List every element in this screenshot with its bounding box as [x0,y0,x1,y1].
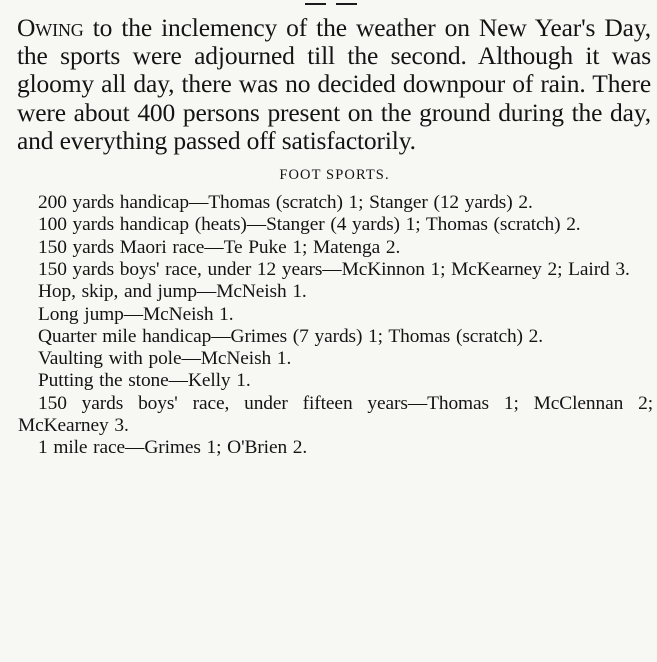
result-item: Hop, skip, and jump—McNeish 1. [38,281,307,303]
section-heading: FOOT SPORTS. [279,167,390,184]
result-item: 1 mile race—Grimes 1; O'Brien 2. [38,437,308,459]
rule-dash-left [305,3,326,5]
newspaper-article [0,14,657,662]
results-list [0,192,657,460]
result-item: Putting the stone—Kelly 1. [38,370,251,392]
result-item: 150 yards Maori race—Te Puke 1; Matenga 2. [38,236,401,258]
result-item: 150 yards boys' race, under 12 years—McKinnon 1; McKearney 2; Laird 3. [38,258,630,280]
result-item: 100 yards handicap (heats)—Stanger (4 yards) 1; Thomas (scratch) 2. [38,214,581,236]
result-item: 150 yards boys' race, under fifteen years—Thomas 1; McClennan 2; McKearney 3. [18,392,653,436]
intro-paragraph [0,14,657,155]
result-item: Long jump—McNeish 1. [38,303,234,325]
result-item: Vaulting with pole—McNeish 1. [38,348,292,370]
intro-text: to the inclemency of the weather on New Year's Day, the sports were adjourned till the second. Although it was gloomy all day, there was no decided downpour of rain. There were about 400 persons present on the ground during the day, and everything passed off satisfactorily. [17,14,651,155]
rule-dash-right [336,3,357,5]
intro-first-word: Owing [17,14,84,42]
column-rule [305,3,357,5]
result-item: Quarter mile handicap—Grimes (7 yards) 1; Thomas (scratch) 2. [38,325,543,347]
result-item: 200 yards handicap—Thomas (scratch) 1; Stanger (12 yards) 2. [38,192,533,214]
